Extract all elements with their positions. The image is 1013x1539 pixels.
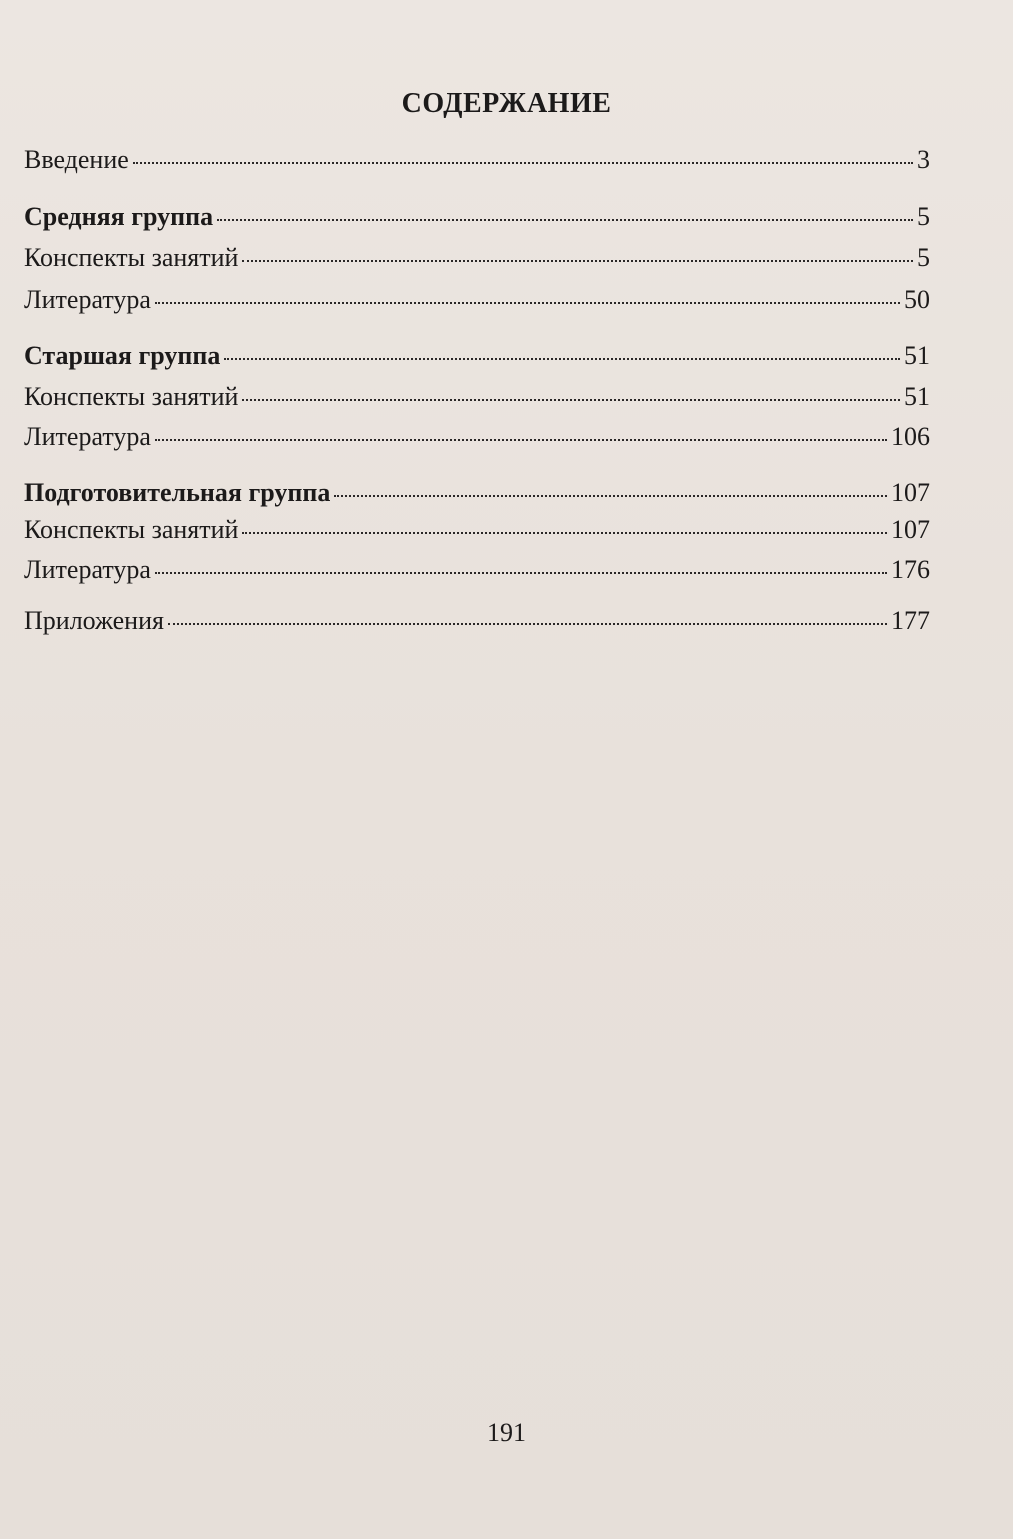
toc-entry-page: 106 [891, 422, 930, 451]
dot-leader [155, 572, 887, 574]
toc-entry-page: 107 [891, 478, 930, 507]
toc-entry-label: Введение [24, 145, 129, 174]
toc-entry-middle-literature [24, 283, 930, 317]
toc-entry-appendices [24, 604, 930, 638]
toc-entry-senior-literature [24, 420, 930, 454]
dot-leader [155, 439, 887, 441]
dot-leader [155, 302, 900, 304]
toc-entry-page: 3 [917, 145, 930, 174]
toc-entry-label: Конспекты занятий [24, 382, 239, 411]
toc-entry-label: Конспекты занятий [24, 515, 239, 544]
toc-entry-page: 50 [904, 285, 930, 314]
toc-entry-middle-group [24, 200, 930, 234]
toc-entry-senior-notes [24, 380, 930, 414]
toc-entry-page: 51 [904, 382, 930, 411]
dot-leader [242, 532, 887, 534]
toc-entry-middle-notes [24, 241, 930, 275]
toc-entry-label: Литература [24, 422, 151, 451]
dot-leader [133, 162, 913, 164]
toc-entry-page: 176 [891, 555, 930, 584]
dot-leader [334, 495, 887, 497]
dot-leader [242, 260, 913, 262]
toc-entry-page: 107 [891, 515, 930, 544]
page-title: СОДЕРЖАНИЕ [401, 88, 612, 119]
toc-entry-label: Литература [24, 555, 151, 584]
toc-entry-label: Литература [24, 285, 151, 314]
toc-entry-label: Подготовительная группа [24, 478, 331, 507]
page-number: 191 [487, 1418, 526, 1447]
toc-entry-page: 5 [917, 202, 930, 231]
toc-entry-preparatory-notes [24, 513, 930, 547]
toc-entry-introduction [24, 143, 930, 177]
toc-entry-label: Средняя группа [24, 202, 214, 231]
toc-entry-label: Конспекты занятий [24, 243, 239, 272]
dot-leader [224, 358, 900, 360]
toc-entry-page: 51 [904, 341, 930, 370]
toc-entry-preparatory-group [24, 476, 930, 510]
toc-entry-page: 177 [891, 606, 930, 635]
dot-leader [242, 399, 900, 401]
toc-entry-page: 5 [917, 243, 930, 272]
toc-entry-preparatory-literature [24, 553, 930, 587]
toc-entry-label: Старшая группа [24, 341, 221, 370]
toc-entry-label: Приложения [24, 606, 164, 635]
dot-leader [217, 219, 913, 221]
toc-entry-senior-group [24, 339, 930, 373]
dot-leader [168, 623, 887, 625]
